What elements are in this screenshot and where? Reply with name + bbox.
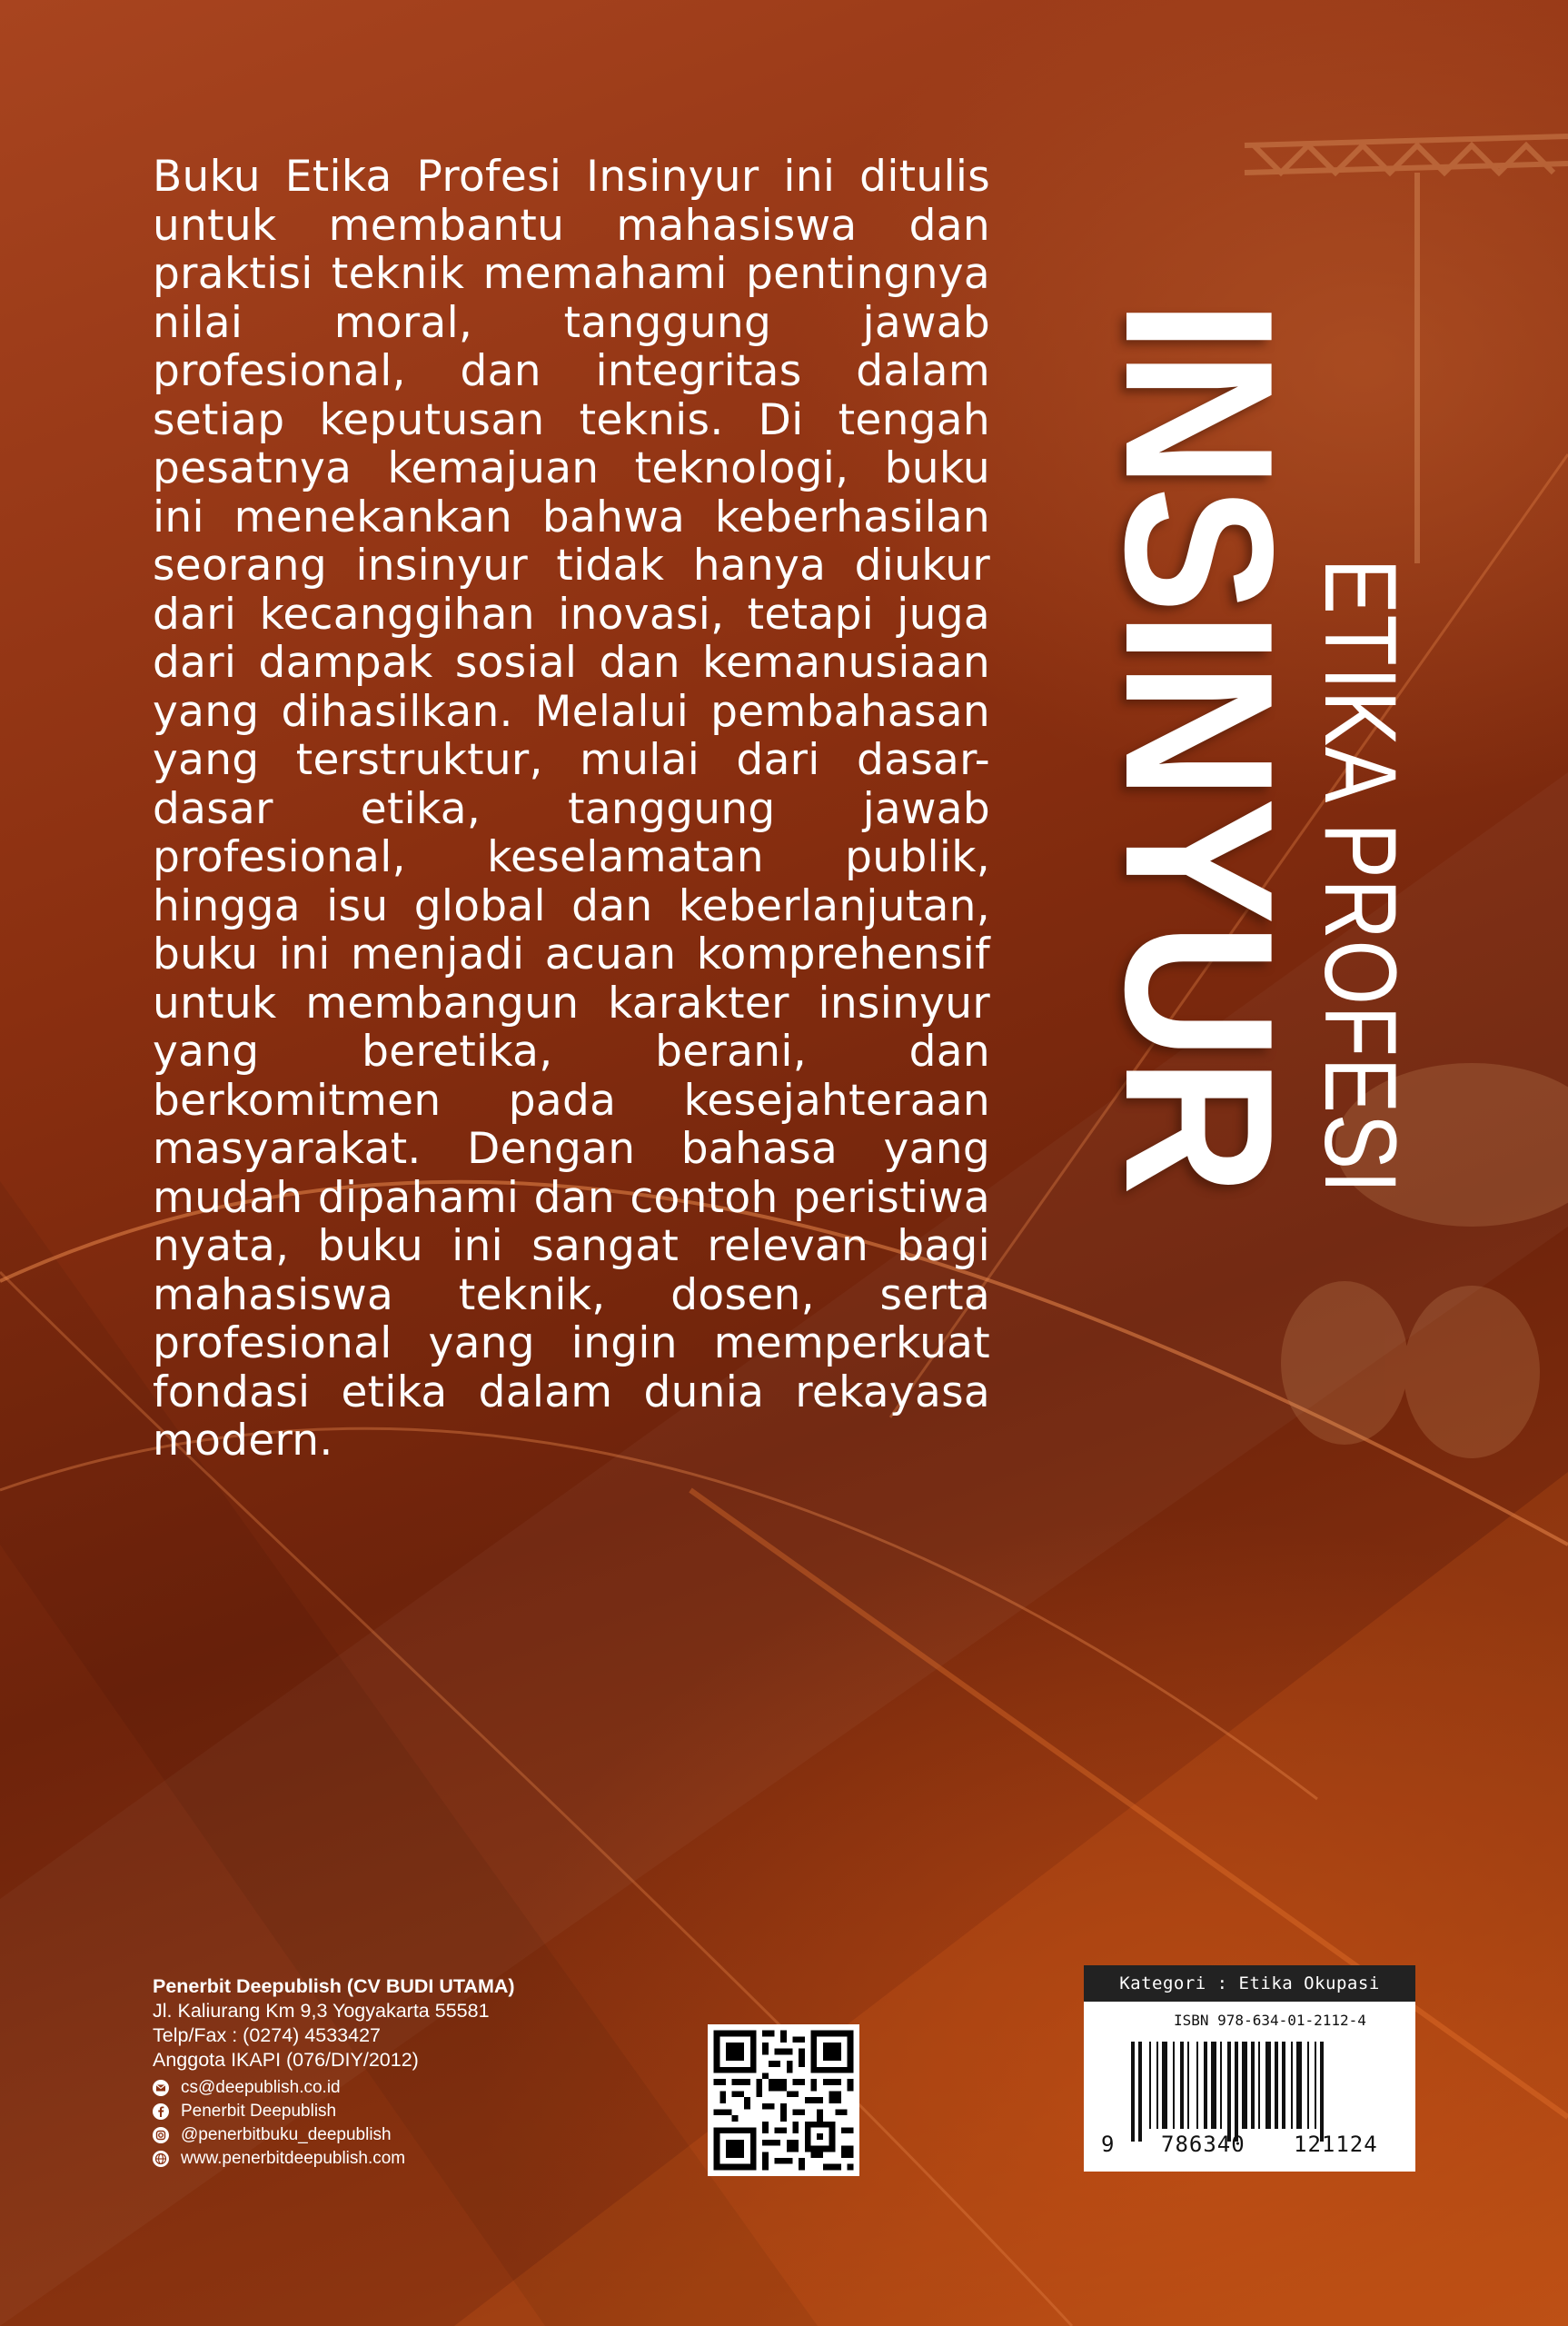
- barcode-bar: [1187, 2042, 1189, 2129]
- category-label: Kategori : Etika Okupasi: [1084, 1965, 1415, 2002]
- barcode-bar: [1258, 2042, 1260, 2129]
- email-icon: [153, 2080, 169, 2096]
- barcode-bar: [1149, 2042, 1151, 2129]
- barcode-digits-middle: 786340: [1161, 2132, 1245, 2157]
- barcode-bar: [1265, 2042, 1271, 2129]
- contact-website-text: www.penerbitdeepublish.com: [181, 2149, 406, 2168]
- barcode-bar: [1307, 2042, 1309, 2129]
- barcode-bar: [1156, 2042, 1158, 2129]
- barcode-bar: [1235, 2042, 1238, 2142]
- contact-facebook[interactable]: [153, 2100, 734, 2123]
- publisher-info: [153, 1974, 734, 2171]
- barcode-bar: [1315, 2042, 1316, 2129]
- barcode-bar: [1138, 2042, 1142, 2142]
- title-line-etika-profesi: ETIKA PROFESI: [1304, 558, 1417, 1194]
- barcode-bar: [1211, 2042, 1216, 2129]
- barcode-digits-last: 121124: [1294, 2132, 1378, 2157]
- isbn-number: ISBN 978-634-01-2112-4: [1174, 2012, 1366, 2029]
- barcode-bar: [1282, 2042, 1285, 2129]
- contact-email-text: cs@deepublish.co.id: [181, 2078, 341, 2097]
- barcode-bar: [1204, 2042, 1207, 2129]
- barcode-bar: [1173, 2042, 1175, 2129]
- barcode-bar: [1220, 2042, 1222, 2129]
- barcode-bar: [1131, 2042, 1135, 2142]
- barcode-bar: [1275, 2042, 1278, 2129]
- barcode-bar: [1320, 2042, 1324, 2142]
- blurb-text: Buku Etika Profesi Insinyur ini ditulis untuk membantu mahasiswa dan praktisi teknik memahami pentingnya nilai moral, tanggung jawab profesional, dan integritas dalam setiap keputusan teknis. Di tengah pesatnya kemajuan teknologi, buku ini menekankan bahwa keberhasilan seorang insinyur tidak hanya diukur dari kecanggihan inovasi, tetapi juga dari dampak sosial dan kemanusiaan yang dihasilkan. Melalui pembahasan yang terstruktur, mulai dari dasar-dasar etika, tanggung jawab profesional, keselamatan publik, hingga isu global dan keberlanjutan, buku ini menjadi acuan komprehensif untuk membangun karakter insinyur yang beretika, berani, dan berkomitmen pada kesejahteraan masyarakat. Dengan bahasa yang mudah dipahami dan contoh peristiwa nyata, buku ini sangat relevan bagi mahasiswa teknik, dosen, serta profesional yang ingin memperkuat fondasi etika dalam dunia rekayasa modern.: [153, 152, 990, 1466]
- contact-instagram-text: @penerbitbuku_deepublish: [181, 2125, 392, 2144]
- barcode-bar: [1296, 2042, 1302, 2129]
- barcode-bar: [1242, 2042, 1247, 2129]
- contact-instagram[interactable]: [153, 2123, 734, 2147]
- publisher-membership: Anggota IKAPI (076/DIY/2012): [153, 2049, 419, 2071]
- title-line-insinyur: INSINYUR: [1081, 300, 1316, 1194]
- barcode-bar: [1180, 2042, 1184, 2129]
- barcode-bar: [1196, 2042, 1198, 2129]
- globe-icon: [153, 2151, 169, 2167]
- isbn-barcode-box: [1084, 1965, 1415, 2172]
- barcode-bar: [1227, 2042, 1231, 2142]
- publisher-name: Penerbit Deepublish (CV BUDI UTAMA): [153, 1975, 515, 1997]
- barcode-bar: [1251, 2042, 1255, 2129]
- barcode-bar: [1291, 2042, 1293, 2129]
- publisher-address: Jl. Kaliurang Km 9,3 Yogyakarta 55581: [153, 2000, 490, 2022]
- contact-facebook-text: Penerbit Deepublish: [181, 2102, 337, 2121]
- barcode-digit-first: 9: [1101, 2132, 1115, 2157]
- book-title: [1081, 194, 1417, 1194]
- instagram-icon: [153, 2127, 169, 2143]
- facebook-icon: [153, 2103, 169, 2120]
- contact-website[interactable]: [153, 2147, 734, 2171]
- barcode-bar: [1162, 2042, 1167, 2129]
- qr-code[interactable]: [708, 2024, 859, 2176]
- contact-email[interactable]: [153, 2076, 734, 2100]
- publisher-phone: Telp/Fax : (0274) 4533427: [153, 2024, 381, 2046]
